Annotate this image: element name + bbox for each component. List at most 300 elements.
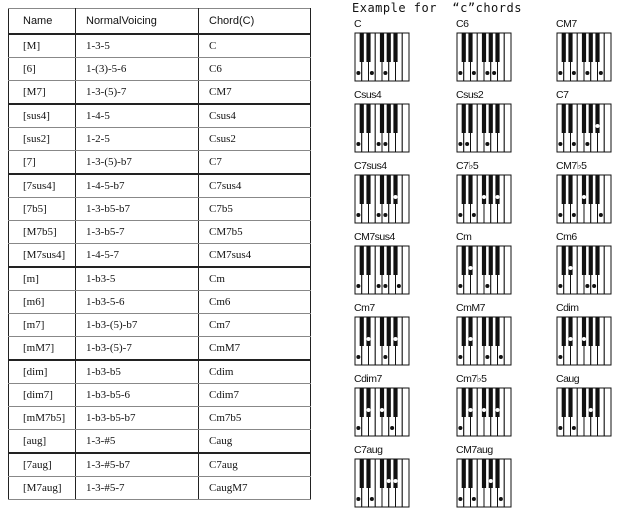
chord-diagram-label: C7aug <box>354 444 383 456</box>
piano-keyboard-icon <box>556 174 612 224</box>
note-dot <box>383 284 387 288</box>
table-row <box>9 430 311 454</box>
black-key <box>589 175 593 204</box>
chord-diagram-label: Caug <box>556 373 580 385</box>
note-dot <box>585 284 589 288</box>
white-key <box>604 388 611 436</box>
white-key <box>504 33 511 81</box>
black-key <box>568 388 572 417</box>
note-dot <box>558 71 562 75</box>
white-key <box>402 175 409 223</box>
black-key <box>380 33 384 62</box>
cell-name: [M7sus4] <box>9 244 76 268</box>
table-row <box>9 151 311 175</box>
note-dot <box>569 337 573 341</box>
black-key <box>582 317 586 346</box>
cell-name: [M7] <box>9 81 76 105</box>
chord-diagram-label: CM7sus4 <box>354 231 395 243</box>
black-key <box>462 388 466 417</box>
note-dot <box>485 142 489 146</box>
black-key <box>360 317 364 346</box>
cell-normal-voicing: 1-3-#5 <box>76 430 199 454</box>
cell-name: [mM7b5] <box>9 407 76 430</box>
chord-diagram-label: C7♭5 <box>456 160 479 172</box>
black-key <box>393 33 397 62</box>
black-key <box>562 175 566 204</box>
note-dot <box>592 284 596 288</box>
table-row <box>9 453 311 477</box>
cell-normal-voicing: 1-3-#5-b7 <box>76 453 199 477</box>
cell-name: [dim7] <box>9 384 76 407</box>
black-key <box>582 246 586 275</box>
table-row <box>9 174 311 198</box>
black-key <box>380 246 384 275</box>
black-key <box>360 33 364 62</box>
note-dot <box>485 355 489 359</box>
note-dot <box>558 284 562 288</box>
note-dot <box>469 337 473 341</box>
cell-chord: C6 <box>199 58 311 81</box>
white-key <box>504 104 511 152</box>
piano-keyboard-icon <box>556 103 612 153</box>
chord-voicing-table <box>8 8 311 500</box>
table-header-row <box>9 9 311 35</box>
black-key <box>462 175 466 204</box>
white-key <box>402 388 409 436</box>
note-dot <box>569 266 573 270</box>
note-dot <box>558 213 562 217</box>
note-dot <box>472 213 476 217</box>
white-key <box>604 33 611 81</box>
cell-name: [6] <box>9 58 76 81</box>
piano-keyboard-icon <box>556 245 612 295</box>
table-row <box>9 128 311 151</box>
table-row <box>9 314 311 337</box>
white-key <box>604 175 611 223</box>
cell-normal-voicing: 1-(3)-5-6 <box>76 58 199 81</box>
black-key <box>468 175 472 204</box>
white-key <box>402 104 409 152</box>
cell-chord: CM7sus4 <box>199 244 311 268</box>
piano-keyboard-icon <box>556 32 612 82</box>
cell-normal-voicing: 1-4-5 <box>76 104 199 128</box>
note-dot <box>394 195 398 199</box>
black-key <box>387 317 391 346</box>
piano-keyboard-icon <box>456 316 512 366</box>
white-key <box>504 388 511 436</box>
cell-normal-voicing: 1-b3-5 <box>76 267 199 291</box>
note-dot <box>589 408 593 412</box>
black-key <box>589 317 593 346</box>
cell-name: [m] <box>9 267 76 291</box>
black-key <box>366 104 370 133</box>
cell-name: [aug] <box>9 430 76 454</box>
black-key <box>366 459 370 488</box>
black-key <box>462 33 466 62</box>
black-key <box>482 33 486 62</box>
cell-normal-voicing: 1-2-5 <box>76 128 199 151</box>
black-key <box>582 33 586 62</box>
header-chord: Chord(C) <box>199 9 311 35</box>
cell-chord: Cm7 <box>199 314 311 337</box>
black-key <box>360 459 364 488</box>
cell-chord: C <box>199 34 311 58</box>
cell-chord: C7sus4 <box>199 174 311 198</box>
piano-keyboard-icon <box>354 32 410 82</box>
table-body <box>9 34 311 500</box>
cell-normal-voicing: 1-3-b5-7 <box>76 221 199 244</box>
chord-diagram-label: Csus2 <box>456 89 484 101</box>
cell-name: [m7] <box>9 314 76 337</box>
note-dot <box>496 195 500 199</box>
note-dot <box>458 355 462 359</box>
note-dot <box>458 71 462 75</box>
black-key <box>360 388 364 417</box>
note-dot <box>397 284 401 288</box>
black-key <box>595 317 599 346</box>
chord-diagram-label: Cdim7 <box>354 373 382 385</box>
table-row <box>9 58 311 81</box>
cell-normal-voicing: 1-3-#5-7 <box>76 477 199 500</box>
black-key <box>387 246 391 275</box>
black-key <box>360 104 364 133</box>
black-key <box>482 104 486 133</box>
cell-chord: Cdim7 <box>199 384 311 407</box>
piano-keyboard-icon <box>354 245 410 295</box>
note-dot <box>485 284 489 288</box>
chord-diagram-label: C7 <box>556 89 569 101</box>
piano-keyboard-icon <box>556 387 612 437</box>
note-dot <box>458 497 462 501</box>
chord-diagram-label: C7sus4 <box>354 160 387 172</box>
cell-chord: C7aug <box>199 453 311 477</box>
black-key <box>589 246 593 275</box>
black-key <box>562 33 566 62</box>
black-key <box>495 317 499 346</box>
black-key <box>582 175 586 204</box>
table-row <box>9 360 311 384</box>
cell-normal-voicing: 1-b3-(5)-b7 <box>76 314 199 337</box>
white-key <box>402 246 409 294</box>
cell-name: [7b5] <box>9 198 76 221</box>
black-key <box>462 246 466 275</box>
piano-keyboard-icon <box>354 316 410 366</box>
black-key <box>393 317 397 346</box>
black-key <box>589 104 593 133</box>
note-dot <box>458 284 462 288</box>
table-row <box>9 267 311 291</box>
black-key <box>387 104 391 133</box>
chord-diagram-label: C6 <box>456 18 469 30</box>
note-dot <box>599 213 603 217</box>
black-key <box>393 246 397 275</box>
white-key <box>604 246 611 294</box>
chord-diagram-label: Cm6 <box>556 231 577 243</box>
black-key <box>562 246 566 275</box>
black-key <box>489 459 493 488</box>
white-key <box>402 317 409 365</box>
chord-diagram-label: CM7♭5 <box>556 160 587 172</box>
black-key <box>595 388 599 417</box>
black-key <box>568 246 572 275</box>
note-dot <box>356 497 360 501</box>
black-key <box>495 33 499 62</box>
note-dot <box>585 142 589 146</box>
chord-diagram-label: C <box>354 18 362 30</box>
note-dot <box>472 497 476 501</box>
note-dot <box>572 213 576 217</box>
black-key <box>380 104 384 133</box>
cell-chord: CM7b5 <box>199 221 311 244</box>
cell-normal-voicing: 1-3-5 <box>76 34 199 58</box>
cell-chord: Cm6 <box>199 291 311 314</box>
black-key <box>495 459 499 488</box>
black-key <box>489 317 493 346</box>
note-dot <box>370 497 374 501</box>
black-key <box>393 175 397 204</box>
table-row <box>9 198 311 221</box>
note-dot <box>370 71 374 75</box>
white-key <box>504 246 511 294</box>
black-key <box>595 104 599 133</box>
note-dot <box>496 408 500 412</box>
cell-name: [m6] <box>9 291 76 314</box>
black-key <box>595 246 599 275</box>
note-dot <box>458 426 462 430</box>
piano-keyboard-icon <box>456 32 512 82</box>
black-key <box>595 33 599 62</box>
piano-keyboard-icon <box>354 103 410 153</box>
black-key <box>468 33 472 62</box>
note-dot <box>472 71 476 75</box>
chord-diagram-label: CM7aug <box>456 444 493 456</box>
note-dot <box>572 71 576 75</box>
chord-diagram-label: CM7 <box>556 18 577 30</box>
black-key <box>468 317 472 346</box>
cell-normal-voicing: 1-4-5-7 <box>76 244 199 268</box>
cell-normal-voicing: 1-b3-5-6 <box>76 291 199 314</box>
cell-normal-voicing: 1-b3-b5 <box>76 360 199 384</box>
cell-normal-voicing: 1-3-(5)-7 <box>76 81 199 105</box>
cell-name: [7] <box>9 151 76 175</box>
cell-chord: C7b5 <box>199 198 311 221</box>
black-key <box>489 104 493 133</box>
cell-normal-voicing: 1-3-b5-b7 <box>76 198 199 221</box>
black-key <box>489 246 493 275</box>
note-dot <box>383 71 387 75</box>
note-dot <box>458 142 462 146</box>
black-key <box>462 459 466 488</box>
note-dot <box>492 71 496 75</box>
cell-name: [sus2] <box>9 128 76 151</box>
black-key <box>589 388 593 417</box>
black-key <box>462 317 466 346</box>
piano-keyboard-icon <box>456 103 512 153</box>
note-dot <box>558 355 562 359</box>
black-key <box>366 33 370 62</box>
black-key <box>495 175 499 204</box>
black-key <box>366 388 370 417</box>
black-key <box>380 459 384 488</box>
black-key <box>380 175 384 204</box>
note-dot <box>356 355 360 359</box>
note-dot <box>356 426 360 430</box>
cell-name: [dim] <box>9 360 76 384</box>
note-dot <box>469 266 473 270</box>
note-dot <box>356 71 360 75</box>
chord-diagram-label: CmM7 <box>456 302 485 314</box>
header-normal-voicing: NormalVoicing <box>76 9 199 35</box>
note-dot <box>582 337 586 341</box>
cell-name: [M7aug] <box>9 477 76 500</box>
table-row <box>9 337 311 361</box>
cell-chord: CM7 <box>199 81 311 105</box>
table-row <box>9 34 311 58</box>
table-row <box>9 244 311 268</box>
cell-chord: Csus2 <box>199 128 311 151</box>
note-dot <box>558 142 562 146</box>
black-key <box>366 175 370 204</box>
black-key <box>468 246 472 275</box>
cell-name: [mM7] <box>9 337 76 361</box>
note-dot <box>377 213 381 217</box>
note-dot <box>383 142 387 146</box>
chord-diagram-label: Cm7 <box>354 302 375 314</box>
chord-diagram-label: Cm7♭5 <box>456 373 487 385</box>
black-key <box>380 317 384 346</box>
white-key <box>604 317 611 365</box>
note-dot <box>394 337 398 341</box>
note-dot <box>572 142 576 146</box>
table-row <box>9 384 311 407</box>
black-key <box>462 104 466 133</box>
cell-name: [M7b5] <box>9 221 76 244</box>
note-dot <box>572 426 576 430</box>
cell-chord: C7 <box>199 151 311 175</box>
cell-chord: Csus4 <box>199 104 311 128</box>
piano-keyboard-icon <box>354 458 410 508</box>
black-key <box>568 33 572 62</box>
note-dot <box>390 426 394 430</box>
note-dot <box>367 337 371 341</box>
note-dot <box>367 408 371 412</box>
black-key <box>393 459 397 488</box>
black-key <box>387 33 391 62</box>
black-key <box>366 317 370 346</box>
note-dot <box>356 142 360 146</box>
piano-keyboard-icon <box>556 316 612 366</box>
black-key <box>366 246 370 275</box>
note-dot <box>485 71 489 75</box>
black-key <box>387 459 391 488</box>
black-key <box>387 388 391 417</box>
note-dot <box>356 284 360 288</box>
black-key <box>582 388 586 417</box>
note-dot <box>582 195 586 199</box>
cell-chord: CaugM7 <box>199 477 311 500</box>
black-key <box>562 104 566 133</box>
cell-chord: Cm <box>199 267 311 291</box>
note-dot <box>394 479 398 483</box>
note-dot <box>599 71 603 75</box>
white-key <box>504 317 511 365</box>
cell-chord: CmM7 <box>199 337 311 361</box>
note-dot <box>558 426 562 430</box>
black-key <box>562 388 566 417</box>
black-key <box>482 175 486 204</box>
note-dot <box>489 479 493 483</box>
black-key <box>489 175 493 204</box>
cell-name: [sus4] <box>9 104 76 128</box>
chord-diagram-label: Cm <box>456 231 472 243</box>
black-key <box>568 317 572 346</box>
cell-chord: Cm7b5 <box>199 407 311 430</box>
black-key <box>562 317 566 346</box>
cell-chord: Cdim <box>199 360 311 384</box>
black-key <box>468 388 472 417</box>
note-dot <box>387 479 391 483</box>
cell-normal-voicing: 1-b3-(5)-7 <box>76 337 199 361</box>
cell-chord: Caug <box>199 430 311 454</box>
white-key <box>402 33 409 81</box>
black-key <box>489 388 493 417</box>
black-key <box>360 175 364 204</box>
white-key <box>504 459 511 507</box>
black-key <box>489 33 493 62</box>
cell-normal-voicing: 1-4-5-b7 <box>76 174 199 198</box>
note-dot <box>377 284 381 288</box>
note-dot <box>458 213 462 217</box>
note-dot <box>596 124 600 128</box>
piano-keyboard-icon <box>354 174 410 224</box>
piano-keyboard-icon <box>456 245 512 295</box>
note-dot <box>499 355 503 359</box>
white-key <box>402 459 409 507</box>
black-key <box>495 388 499 417</box>
piano-keyboard-icon <box>456 174 512 224</box>
table-row <box>9 221 311 244</box>
black-key <box>495 104 499 133</box>
chord-diagram-label: Cdim <box>556 302 579 314</box>
black-key <box>468 104 472 133</box>
cell-normal-voicing: 1-3-(5)-b7 <box>76 151 199 175</box>
black-key <box>387 175 391 204</box>
note-dot <box>380 408 384 412</box>
note-dot <box>469 408 473 412</box>
note-dot <box>499 497 503 501</box>
note-dot <box>482 195 486 199</box>
black-key <box>482 317 486 346</box>
note-dot <box>465 142 469 146</box>
black-key <box>482 246 486 275</box>
cell-name: [M] <box>9 34 76 58</box>
black-key <box>468 459 472 488</box>
black-key <box>595 175 599 204</box>
header-name: Name <box>9 9 76 35</box>
table-row <box>9 477 311 500</box>
piano-keyboard-icon <box>456 458 512 508</box>
panel-title: Example for “c”chords <box>352 1 522 15</box>
white-key <box>504 175 511 223</box>
piano-keyboard-icon <box>354 387 410 437</box>
black-key <box>589 33 593 62</box>
black-key <box>582 104 586 133</box>
table-row <box>9 81 311 105</box>
white-key <box>604 104 611 152</box>
cell-name: [7aug] <box>9 453 76 477</box>
chord-diagram-label: Csus4 <box>354 89 382 101</box>
table-row <box>9 104 311 128</box>
